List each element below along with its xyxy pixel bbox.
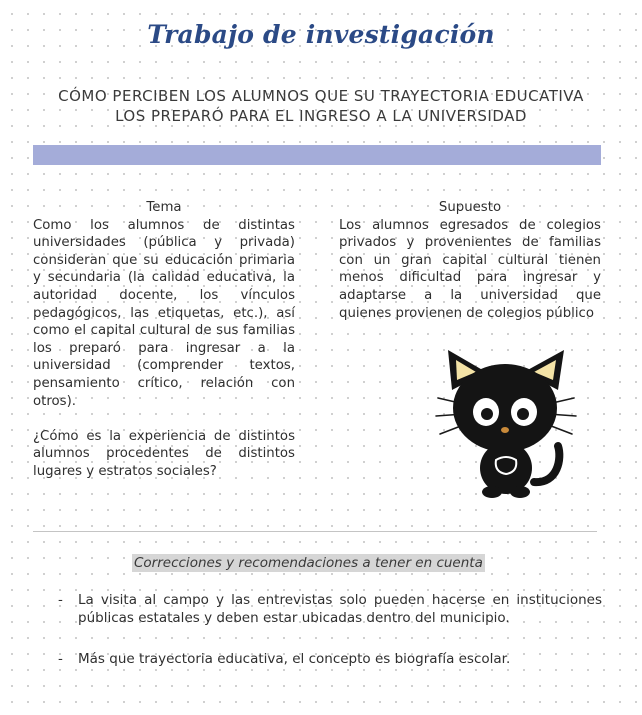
recommendations-title: Correcciones y recomendaciones a tener en cuenta — [134, 555, 483, 571]
paragraph-spacer — [33, 410, 295, 428]
bullet-dash: - — [58, 651, 63, 668]
recommendation-text: La visita al campo y las entrevistas solo pueden hacerse en instituciones públicas estatales y deben estar ubicadas dentro del municipio. — [78, 592, 602, 626]
recommendation-text: Más que trayectoria educativa, el concepto es biografía escolar. — [78, 651, 511, 668]
black-cat-icon — [430, 342, 580, 502]
page-subtitle — [30, 86, 612, 126]
recommendations-list — [58, 592, 602, 669]
bullet-dash: - — [58, 592, 63, 608]
subtitle-line-1: CÓMO PERCIBEN LOS ALUMNOS QUE SU TRAYECTORIA EDUCATIVA — [58, 87, 584, 105]
page-title: Trabajo de investigación — [147, 20, 495, 49]
tema-paragraph-1: Como los alumnos de distintas universidades (pública y privada) consideran que su educación primaria y secundaria (la calidad educativa, la autoridad docente, los vínculos pedagógicos, las etiquetas, etc.), así como el capital cultural de sus familias los preparó para ingresar a la universidad (comprender textos, pensamiento crítico, relación con otros). — [33, 217, 295, 409]
subtitle-line-2: LOS PREPARÓ PARA EL INGRESO A LA UNIVERSIDAD — [115, 107, 527, 125]
tema-paragraph-2: ¿Cómo es la experiencia de distintos alumnos procedentes de distintos lugares y estratos sociales? — [33, 428, 295, 479]
list-item — [58, 592, 602, 627]
supuesto-column — [339, 199, 601, 322]
accent-bar — [33, 145, 601, 165]
supuesto-paragraph: Los alumnos egresados de colegios privados y provenientes de familias con un gran capital cultural tienen menos dificultad para ingresar y adaptarse a la universidad que quienes provienen de colegios público — [339, 217, 601, 321]
section-divider — [33, 531, 597, 532]
list-item — [58, 651, 602, 669]
supuesto-heading: Supuesto — [438, 200, 502, 215]
tema-column — [33, 199, 295, 481]
tema-heading: Tema — [146, 200, 182, 215]
